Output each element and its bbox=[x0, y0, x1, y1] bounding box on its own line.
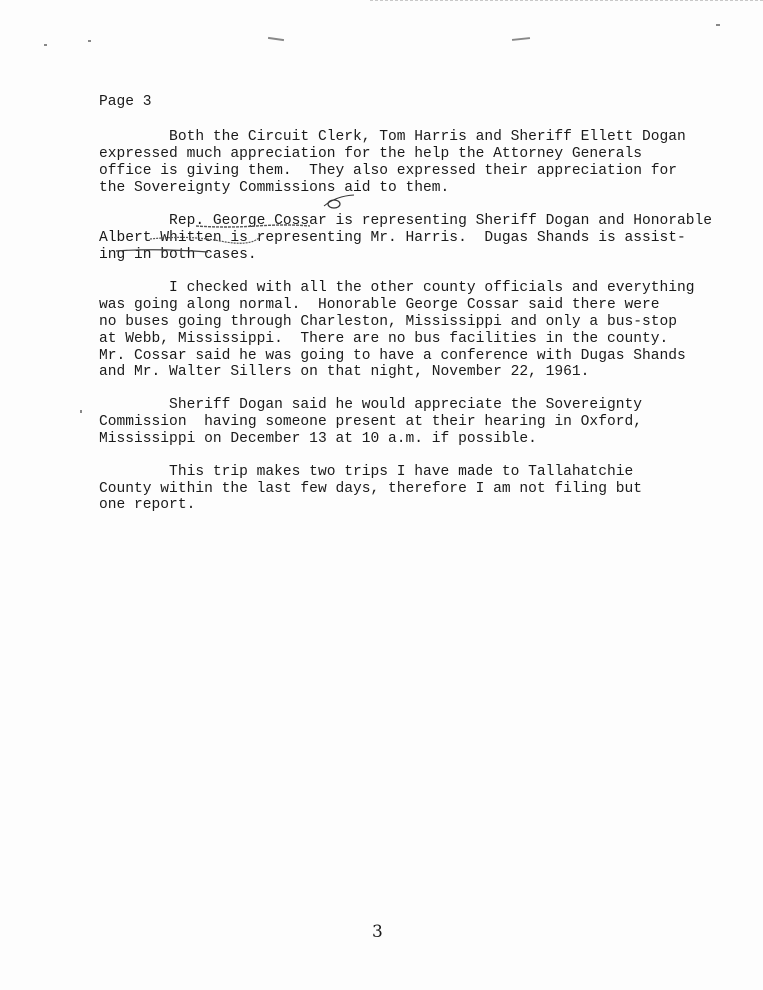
paragraph-3-line-1: I checked with all the other county officials and everything bbox=[99, 280, 695, 296]
paragraph-2-line-2: Albert Whitten is representing Mr. Harris. Dugas Shands is assist- bbox=[99, 230, 686, 246]
scan-speck bbox=[716, 24, 720, 26]
paragraph-5-line-2: County within the last few days, therefore I am not filing but bbox=[99, 481, 642, 497]
handwritten-strike-mark bbox=[150, 233, 260, 245]
scan-speck bbox=[80, 410, 82, 413]
scan-edge-artifact bbox=[370, 0, 763, 3]
paragraph-3-line-3: no buses going through Charleston, Mississippi and only a bus-stop bbox=[99, 314, 678, 330]
paragraph-2-line-3: ing in both cases. bbox=[99, 247, 257, 263]
scan-speck bbox=[268, 37, 284, 41]
paragraph-4-line-3: Mississippi on December 13 at 10 a.m. if possible. bbox=[99, 431, 537, 447]
footer-page-number: 3 bbox=[372, 922, 383, 942]
paragraph-1-line-3: office is giving them. They also expressed their appreciation for bbox=[99, 163, 678, 179]
handwritten-correction-mark bbox=[322, 194, 356, 210]
scan-speck bbox=[88, 40, 91, 42]
paragraph-4-line-2: Commission having someone present at their hearing in Oxford, bbox=[99, 414, 642, 430]
paragraph-1-line-1: Both the Circuit Clerk, Tom Harris and Sheriff Ellett Dogan bbox=[99, 129, 686, 145]
paragraph-3-line-6: and Mr. Walter Sillers on that night, November 22, 1961. bbox=[99, 364, 590, 380]
paragraph-1-line-4: the Sovereignty Commissions aid to them. bbox=[99, 180, 450, 196]
paragraph-3-line-4: at Webb, Mississippi. There are no bus facilities in the county. bbox=[99, 331, 669, 347]
paragraph-1-line-2: expressed much appreciation for the help the Attorney Generals bbox=[99, 146, 642, 162]
paragraph-4-line-1: Sheriff Dogan said he would appreciate the Sovereignty bbox=[99, 397, 642, 413]
handwritten-strike-mark bbox=[196, 223, 310, 229]
page-label: Page 3 bbox=[99, 94, 152, 110]
paragraph-5-line-1: This trip makes two trips I have made to Tallahatchie bbox=[99, 464, 634, 480]
paragraph-5-line-3: one report. bbox=[99, 497, 196, 513]
paragraph-3-line-2: was going along normal. Honorable George Cossar said there were bbox=[99, 297, 660, 313]
paragraph-3-line-5: Mr. Cossar said he was going to have a conference with Dugas Shands bbox=[99, 348, 686, 364]
paragraph-2-line-1: Rep. George Cossar is representing Sheriff Dogan and Honorable bbox=[99, 213, 713, 229]
scan-speck bbox=[44, 44, 47, 46]
handwritten-strike-mark bbox=[116, 248, 208, 258]
scan-speck bbox=[512, 37, 530, 41]
